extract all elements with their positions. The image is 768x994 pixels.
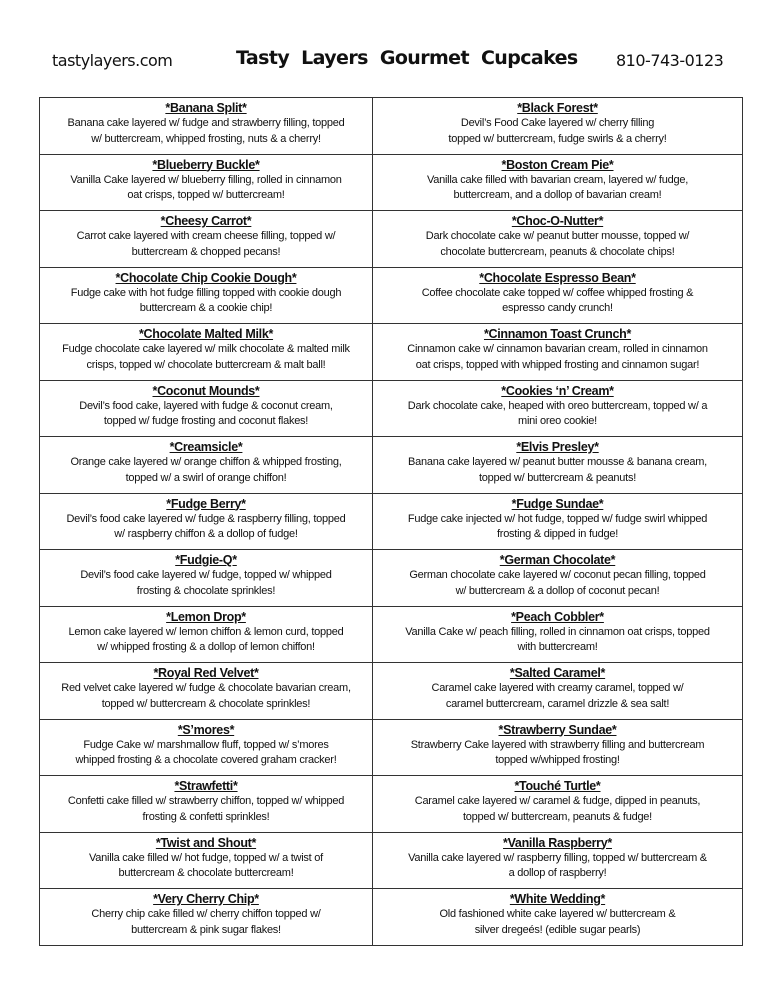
- menu-item-description: Vanilla cake filled with bavarian cream, layered w/ fudge,: [426, 173, 689, 186]
- menu-item-description: buttercream & chopped pecans!: [131, 245, 281, 258]
- page-title: Tasty Layers Gourmet Cupcakes: [236, 47, 578, 69]
- menu-item-description: Dark chocolate cake w/ peanut butter mousse, topped w/: [425, 230, 690, 242]
- menu-item-name: *Chocolate Malted Milk*: [138, 327, 274, 341]
- table-row: [40, 380, 743, 437]
- menu-item: [373, 324, 743, 381]
- menu-item-description: Old fashioned white cake layered w/ buttercream &: [439, 908, 676, 920]
- menu-item-name: *Fudgie-Q*: [175, 553, 237, 567]
- menu-item-description: Coffee chocolate cake topped w/ coffee whipped frosting &: [421, 286, 694, 299]
- menu-item-description: Devil’s food cake, layered with fudge & coconut cream,: [79, 399, 333, 412]
- menu-item-name: *Fudge Berry*: [166, 496, 246, 511]
- menu-item: [40, 889, 373, 946]
- menu-item-description: buttercream & chocolate buttercream!: [118, 867, 294, 879]
- menu-item-description: with buttercream!: [517, 641, 598, 653]
- menu-item-name: *Lemon Drop*: [166, 609, 246, 624]
- table-row: [40, 832, 743, 889]
- menu-item-name: *Cheesy Carrot*: [160, 214, 252, 228]
- table-row: [40, 98, 743, 155]
- menu-item: [40, 719, 373, 776]
- menu-item-description: buttercream & a cookie chip!: [139, 302, 273, 314]
- table-row: [40, 267, 743, 324]
- menu-item-name: *Cookies ‘n’ Cream*: [501, 383, 614, 398]
- table-row: [40, 324, 743, 381]
- menu-item-description: espresso candy crunch!: [502, 302, 613, 314]
- menu-item-name: *Chocolate Chip Cookie Dough*: [115, 270, 297, 285]
- menu-item-name: *Choc-O-Nutter*: [511, 214, 604, 228]
- website-link[interactable]: tastylayers.com: [52, 51, 173, 70]
- menu-item-name: *Creamsicle*: [169, 440, 243, 454]
- menu-item: [373, 663, 743, 720]
- menu-item-description: Strawberry Cake layered with strawberry filling and buttercream: [410, 738, 705, 751]
- table-row: [40, 663, 743, 720]
- table-row: [40, 437, 743, 494]
- menu-item: [373, 606, 743, 663]
- menu-item-description: Red velvet cake layered w/ fudge & chocolate bavarian cream,: [61, 682, 351, 694]
- menu-item-description: Fudge cake with hot fudge filling topped with cookie dough: [70, 286, 342, 299]
- menu-item-description: mini oreo cookie!: [518, 415, 597, 427]
- menu-item-description: crisps, topped w/ chocolate buttercream & malt ball!: [86, 358, 326, 371]
- menu-item-name: *Strawberry Sundae*: [498, 722, 617, 737]
- menu-item: [373, 719, 743, 776]
- menu-item-name: *Strawfetti*: [174, 779, 238, 793]
- menu-item: [373, 889, 743, 946]
- menu-item-name: *Elvis Presley*: [516, 440, 599, 454]
- menu-item-name: *Touché Turtle*: [514, 779, 601, 793]
- menu-item-description: Carrot cake layered with cream cheese filling, topped w/: [76, 230, 336, 242]
- menu-item: [373, 437, 743, 494]
- table-row: [40, 889, 743, 946]
- menu-item-name: *German Chocolate*: [499, 553, 616, 567]
- menu-item: [373, 380, 743, 437]
- menu-item: [40, 154, 373, 211]
- menu-item: [40, 663, 373, 720]
- menu-item-description: Devil’s food cake layered w/ fudge, topped w/ whipped: [80, 569, 332, 581]
- menu-item-description: topped w/ buttercream, fudge swirls & a cherry!: [448, 132, 667, 145]
- menu-item-description: Cherry chip cake filled w/ cherry chiffon topped w/: [91, 908, 321, 920]
- menu-item-description: Fudge chocolate cake layered w/ milk chocolate & malted milk: [62, 343, 350, 355]
- cupcake-menu-table: [39, 97, 743, 946]
- menu-item-description: topped w/ buttercream & peanuts!: [478, 471, 637, 484]
- menu-item-description: oat crisps, topped with whipped frosting and cinnamon sugar!: [415, 358, 700, 371]
- menu-item: [373, 832, 743, 889]
- menu-item-name: *Salted Caramel*: [509, 666, 606, 680]
- menu-item-description: chocolate buttercream, peanuts & chocolate chips!: [440, 245, 675, 258]
- menu-item-description: Devil’s Food Cake layered w/ cherry filling: [460, 117, 655, 129]
- menu-item-description: Cinnamon cake w/ cinnamon bavarian cream, rolled in cinnamon: [407, 343, 708, 355]
- menu-item-description: caramel buttercream, caramel drizzle & sea salt!: [445, 697, 670, 710]
- menu-item-description: Vanilla cake filled w/ hot fudge, topped w/ a twist of: [89, 851, 323, 864]
- menu-item-description: Vanilla Cake w/ peach filling, rolled in cinnamon oat crisps, topped: [405, 625, 710, 638]
- menu-item-description: German chocolate cake layered w/ coconut pecan filling, topped: [409, 569, 706, 581]
- menu-item: [40, 98, 373, 155]
- menu-item-description: Orange cake layered w/ orange chiffon & whipped frosting,: [70, 456, 342, 468]
- menu-item-description: Fudge Cake w/ marshmallow fluff, topped w/ s’mores: [83, 738, 329, 751]
- menu-item-name: *Boston Cream Pie*: [501, 157, 614, 172]
- menu-item-name: *S’mores*: [177, 722, 235, 737]
- table-row: [40, 154, 743, 211]
- menu-item: [40, 324, 373, 381]
- table-row: [40, 719, 743, 776]
- table-row: [40, 493, 743, 550]
- menu-item-description: w/ buttercream & a dollop of coconut pecan!: [455, 584, 660, 597]
- menu-item: [40, 550, 373, 607]
- menu-item-description: Vanilla Cake layered w/ blueberry filling, rolled in cinnamon: [70, 173, 342, 186]
- menu-item: [373, 98, 743, 155]
- menu-item-name: *Black Forest*: [517, 101, 598, 115]
- menu-item-description: topped w/whipped frosting!: [495, 754, 620, 766]
- phone-number: 810-743-0123: [616, 51, 724, 70]
- menu-item-description: Caramel cake layered with creamy caramel, topped w/: [431, 682, 684, 694]
- menu-item: [373, 154, 743, 211]
- menu-item-name: *Cinnamon Toast Crunch*: [483, 327, 632, 341]
- menu-item-description: Caramel cake layered w/ caramel & fudge, dipped in peanuts,: [414, 795, 701, 807]
- menu-item-description: Vanilla cake layered w/ raspberry filling, topped w/ buttercream &: [408, 851, 707, 864]
- menu-item: [40, 606, 373, 663]
- menu-item-name: *Peach Cobbler*: [511, 609, 604, 624]
- menu-item-description: frosting & chocolate sprinkles!: [136, 584, 276, 597]
- menu-item: [40, 211, 373, 268]
- menu-item-name: *Coconut Mounds*: [152, 383, 260, 398]
- menu-item-description: Banana cake layered w/ fudge and strawberry filling, topped: [67, 117, 345, 129]
- menu-item-description: silver dregeés! (edible sugar pearls): [474, 923, 641, 936]
- menu-item: [373, 550, 743, 607]
- menu-item-description: a dollop of raspberry!: [508, 867, 607, 879]
- menu-item-name: *Twist and Shout*: [155, 835, 257, 850]
- table-row: [40, 550, 743, 607]
- table-row: [40, 776, 743, 833]
- menu-item-description: frosting & confetti sprinkles!: [142, 810, 270, 823]
- menu-item-description: Dark chocolate cake, heaped with oreo buttercream, topped w/ a: [407, 399, 708, 412]
- menu-item-description: topped w/ fudge frosting and coconut flakes!: [103, 415, 309, 427]
- table-row: [40, 606, 743, 663]
- menu-item-name: *Chocolate Espresso Bean*: [479, 270, 636, 285]
- menu-item-description: Lemon cake layered w/ lemon chiffon & lemon curd, topped: [68, 625, 344, 638]
- menu-item-description: whipped frosting & a chocolate covered graham cracker!: [75, 754, 337, 766]
- menu-item: [373, 211, 743, 268]
- menu-item-name: *Vanilla Raspberry*: [503, 835, 612, 850]
- menu-item-name: *Fudge Sundae*: [511, 496, 604, 511]
- menu-item-name: *Blueberry Buckle*: [152, 157, 260, 172]
- menu-item: [373, 267, 743, 324]
- menu-item-name: *White Wedding*: [509, 892, 606, 906]
- menu-item-description: topped w/ buttercream & chocolate sprinkles!: [101, 697, 311, 710]
- menu-item: [40, 776, 373, 833]
- menu-item-description: buttercream & pink sugar flakes!: [131, 923, 281, 936]
- menu-item: [40, 380, 373, 437]
- menu-item: [40, 832, 373, 889]
- menu-item-description: w/ buttercream, whipped frosting, nuts & a cherry!: [91, 132, 321, 145]
- menu-item: [40, 493, 373, 550]
- menu-item-description: Confetti cake filled w/ strawberry chiffon, topped w/ whipped: [67, 795, 345, 807]
- menu-item-description: topped w/ a swirl of orange chiffon!: [125, 471, 287, 484]
- menu-item-name: *Royal Red Velvet*: [153, 666, 259, 680]
- table-row: [40, 211, 743, 268]
- menu-item-description: w/ whipped frosting & a dollop of lemon chiffon!: [97, 641, 315, 653]
- menu-item-description: Fudge cake injected w/ hot fudge, topped w/ fudge swirl whipped: [407, 512, 708, 525]
- menu-item: [40, 437, 373, 494]
- menu-item-description: frosting & dipped in fudge!: [496, 528, 619, 540]
- menu-item-name: *Banana Split*: [165, 101, 247, 115]
- menu-item-description: w/ raspberry chiffon & a dollop of fudge!: [114, 528, 298, 540]
- menu-item-description: topped w/ buttercream, peanuts & fudge!: [463, 810, 652, 823]
- menu-item-description: oat crisps, topped w/ buttercream!: [127, 189, 285, 201]
- menu-item-name: *Very Cherry Chip*: [153, 892, 259, 906]
- menu-item: [40, 267, 373, 324]
- menu-item-description: Banana cake layered w/ peanut butter mousse & banana cream,: [408, 456, 707, 468]
- menu-item: [373, 493, 743, 550]
- menu-item: [373, 776, 743, 833]
- menu-item-description: buttercream, and a dollop of bavarian cream!: [453, 189, 662, 201]
- menu-item-description: Devil’s food cake layered w/ fudge & raspberry filling, topped: [66, 512, 346, 525]
